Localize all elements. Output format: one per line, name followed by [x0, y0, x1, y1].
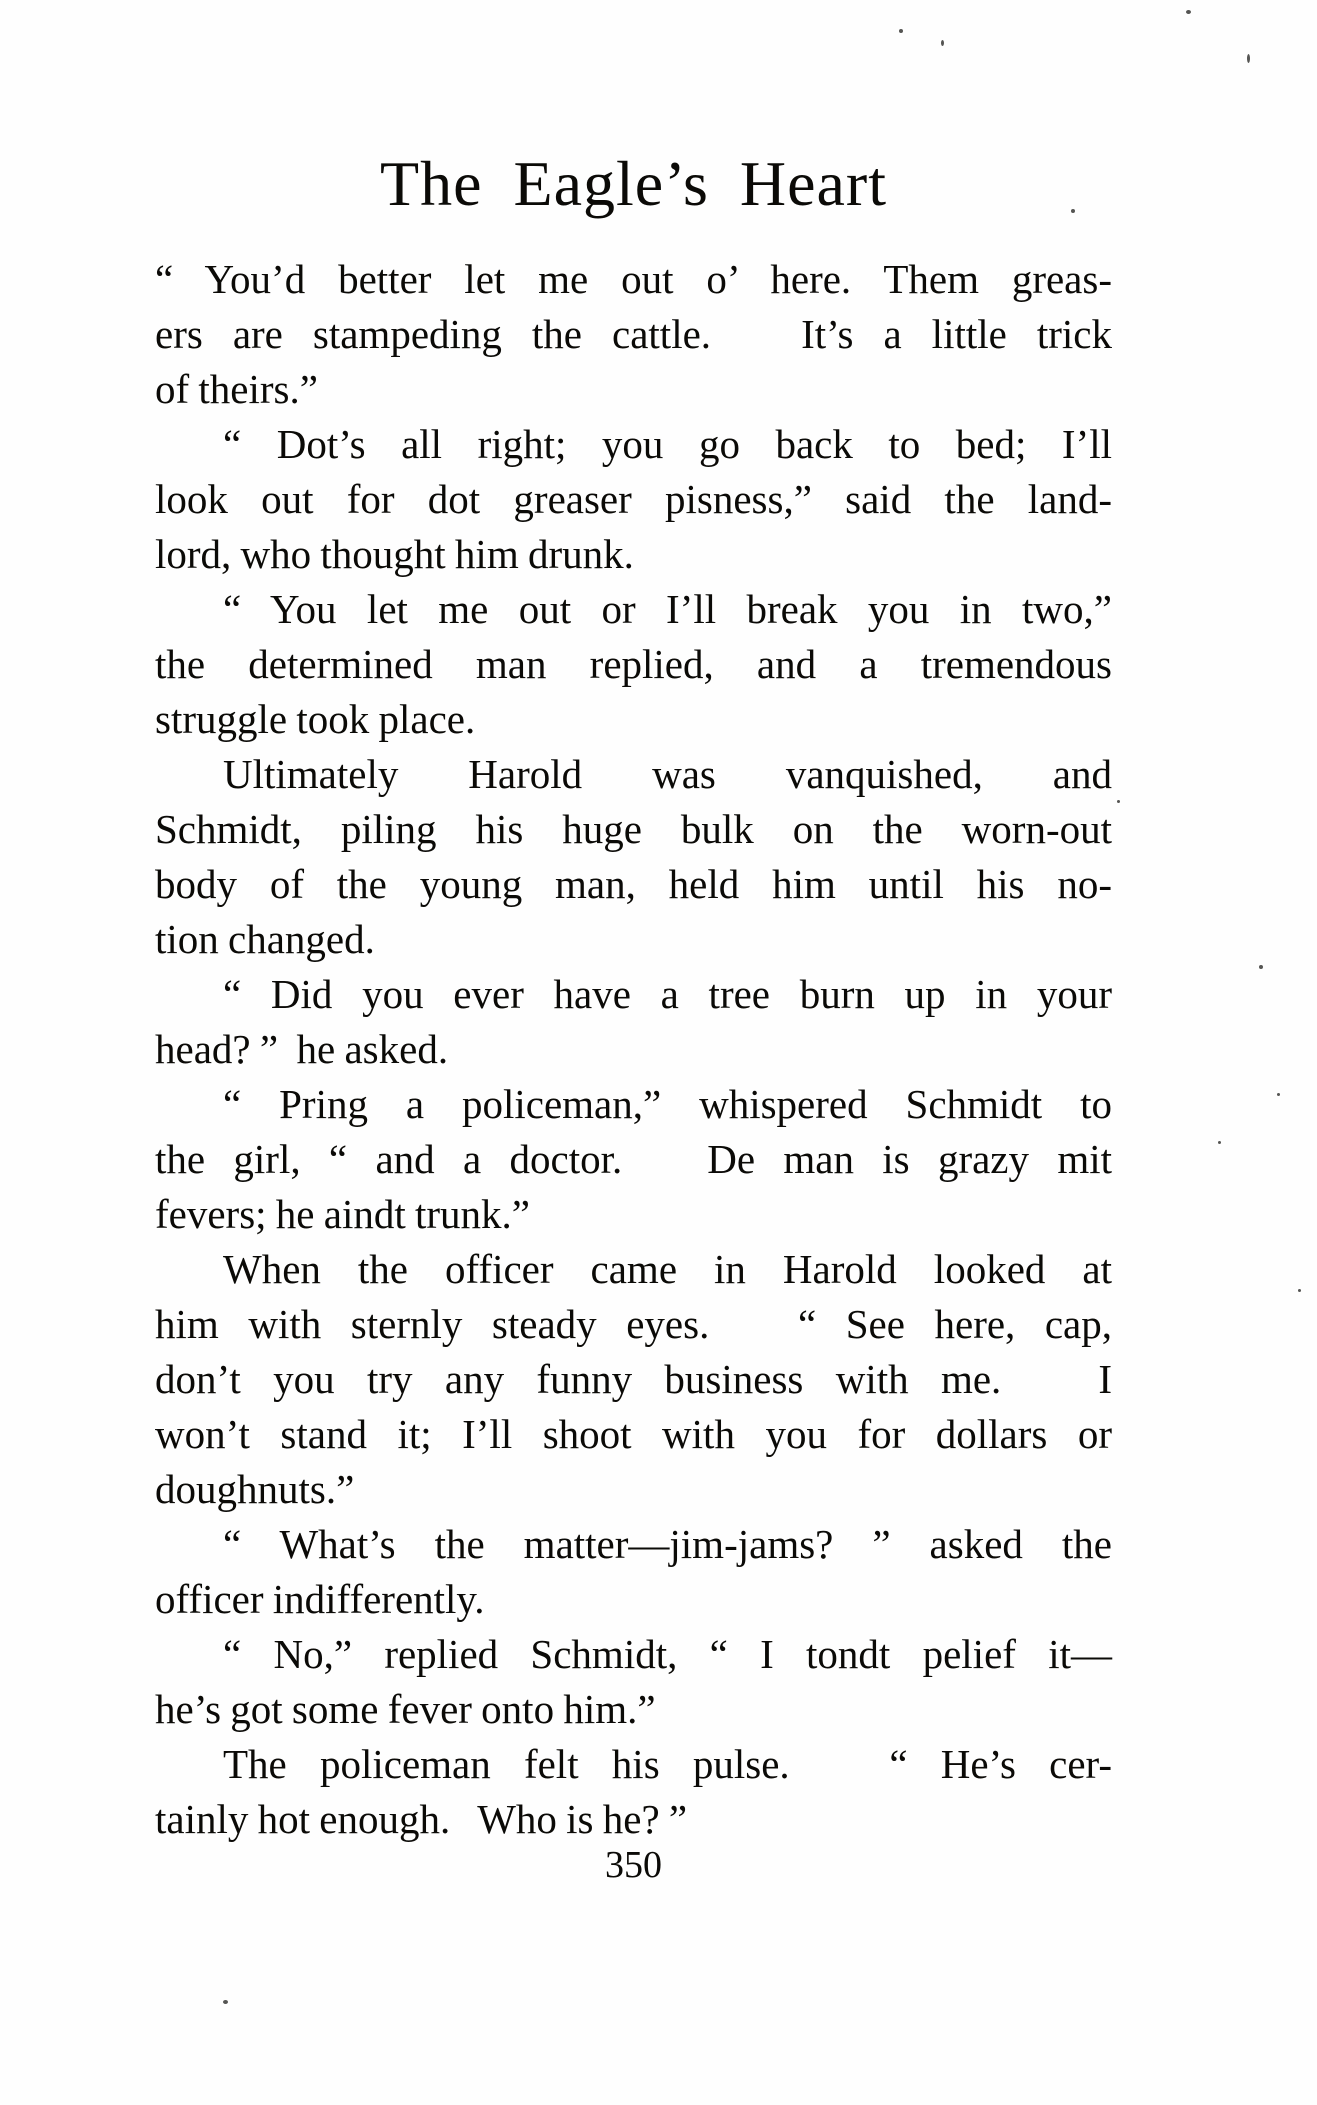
- text-line: the determined man replied, and a tremendous: [155, 641, 1112, 687]
- scan-speck: [1117, 800, 1120, 803]
- paragraph: [155, 1517, 1112, 1627]
- scan-speck: [1277, 1093, 1280, 1096]
- text-line: lord, who thought him drunk.: [155, 531, 634, 577]
- text-line: him with sternly steady eyes. “ See here, cap,: [155, 1301, 1112, 1347]
- text-line: look out for dot greaser pisness,” said the land-: [155, 476, 1112, 522]
- scan-speck: [1071, 209, 1075, 213]
- text-line: he’s got some fever onto him.”: [155, 1686, 656, 1732]
- text-line: tion changed.: [155, 916, 375, 962]
- text-line: “ Did you ever have a tree burn up in your: [223, 971, 1112, 1017]
- paragraph: [155, 582, 1112, 747]
- text-line: won’t stand it; I’ll shoot with you for dollars or: [155, 1411, 1112, 1457]
- paragraph: [155, 1737, 1112, 1847]
- page-number: 350: [605, 1844, 662, 1886]
- text-line: officer indifferently.: [155, 1576, 485, 1622]
- text-line: of theirs.”: [155, 366, 318, 412]
- paragraph: [155, 967, 1112, 1077]
- scan-speck: [223, 2000, 228, 2004]
- paragraph: [155, 252, 1112, 417]
- text-line: the girl, “ and a doctor. De man is grazy mit: [155, 1136, 1112, 1182]
- text-line: “ No,” replied Schmidt, “ I tondt pelief it—: [223, 1631, 1112, 1677]
- paragraph: [155, 747, 1112, 967]
- text-line: When the officer came in Harold looked at: [223, 1246, 1112, 1292]
- scan-speck: [899, 29, 903, 33]
- text-line: “ Dot’s all right; you go back to bed; I’ll: [223, 421, 1112, 467]
- scan-speck: [1259, 965, 1263, 969]
- text-line: struggle took place.: [155, 696, 476, 742]
- text-line: tainly hot enough. Who is he? ”: [155, 1796, 688, 1842]
- scan-speck: [1218, 1141, 1221, 1144]
- text-line: “ You let me out or I’ll break you in two,”: [223, 586, 1112, 632]
- text-line: head? ” he asked.: [155, 1026, 449, 1072]
- paragraph: [155, 417, 1112, 582]
- page-title: The Eagle’s Heart: [380, 148, 887, 219]
- text-line: Schmidt, piling his huge bulk on the worn-out: [155, 806, 1112, 852]
- scan-speck: [941, 40, 944, 46]
- text-line: doughnuts.”: [155, 1466, 355, 1512]
- text-line: “ Pring a policeman,” whispered Schmidt to: [223, 1081, 1112, 1127]
- text-line: “ What’s the matter—jim-jams? ” asked the: [223, 1521, 1112, 1567]
- text-line: Ultimately Harold was vanquished, and: [223, 751, 1112, 797]
- text-line: The policeman felt his pulse. “ He’s cer-: [223, 1741, 1112, 1787]
- text-block: [155, 252, 1112, 1847]
- paragraph: [155, 1077, 1112, 1242]
- text-line: “ You’d better let me out o’ here. Them greas-: [155, 256, 1112, 302]
- scan-speck: [1298, 1289, 1301, 1292]
- text-line: fevers; he aindt trunk.”: [155, 1191, 530, 1237]
- scan-speck: [1186, 10, 1191, 14]
- paragraph: [155, 1242, 1112, 1517]
- scan-speck: [1247, 54, 1250, 63]
- paragraph: [155, 1627, 1112, 1737]
- text-line: body of the young man, held him until his no-: [155, 861, 1112, 907]
- text-line: don’t you try any funny business with me. I: [155, 1356, 1112, 1402]
- text-line: ers are stampeding the cattle. It’s a little trick: [155, 311, 1112, 357]
